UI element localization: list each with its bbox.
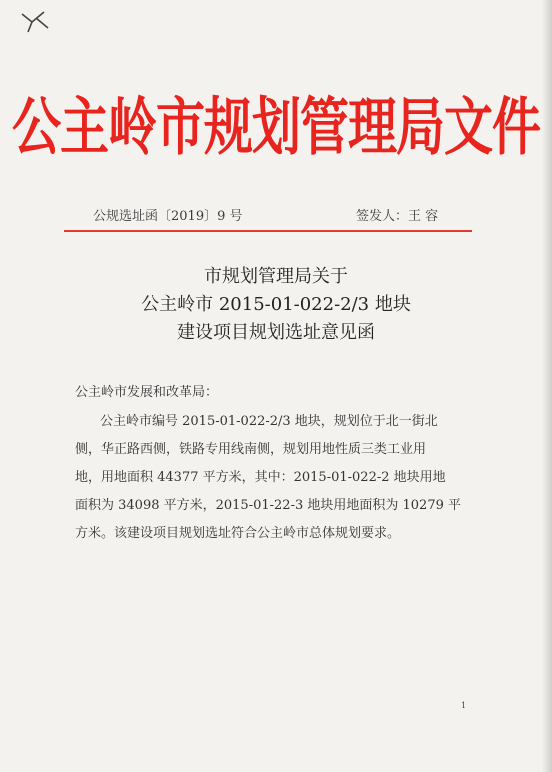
- body-line-4: 面积为 34098 平方米，2015-01-22-3 地块用地面积为 10279 平: [75, 498, 461, 513]
- body-line-5: 方米。该建设项目规划选址符合公主岭市总体规划要求。: [75, 526, 401, 541]
- handwritten-mark: [18, 6, 54, 36]
- page-number: 1: [461, 701, 467, 710]
- red-divider: [64, 230, 472, 232]
- recipient: 公主岭市发展和改革局：: [75, 385, 219, 400]
- title-line-2: 公主岭市 2015-01-022-2/3 地块: [141, 294, 411, 315]
- body-line-1: 公主岭市编号 2015-01-022-2/3 地块，规划位于北一街北: [100, 414, 438, 429]
- issuer-signature-line: 签发人：王 容: [356, 209, 439, 224]
- title-line-3: 建设项目规划选址意见函: [177, 322, 375, 343]
- body-line-2: 侧，华正路西侧，铁路专用线南侧，规划用地性质三类工业用: [75, 442, 427, 457]
- title-line-1: 市规划管理局关于: [204, 266, 348, 287]
- document-header: 公主岭市规划管理局文件: [11, 89, 540, 164]
- document-number: 公规选址函〔2019〕9 号: [93, 209, 243, 224]
- body-line-3: 地，用地面积 44377 平方米，其中：2015-01-022-2 地块用地: [75, 470, 446, 485]
